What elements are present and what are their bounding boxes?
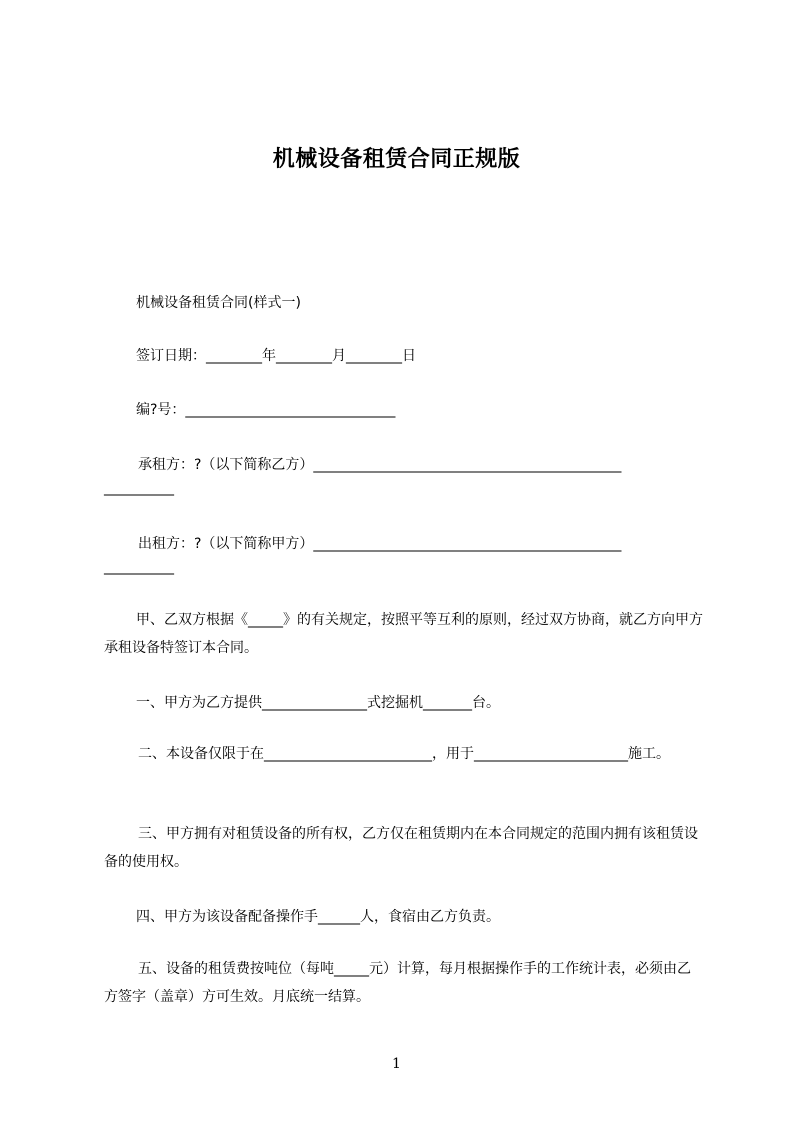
page-number: 1 <box>392 1056 401 1072</box>
lessee-line: 承租方：?（以下简称乙方）____________________________________________ <box>138 457 622 473</box>
contract-subtitle: 机械设备租赁合同(样式一) <box>136 295 301 311</box>
sign-date-line: 签订日期：________年________月________日 <box>136 348 416 364</box>
lessor-line: 出租方：?（以下简称甲方）____________________________________________ <box>138 536 622 552</box>
clause-1: 一、甲方为乙方提供_______________式挖掘机_______台。 <box>136 695 500 711</box>
preamble-paragraph: 甲、乙双方根据《_____》的有关规定，按照平等互利的原则，经过双方协商，就乙方向甲方承租设备特签订本合同。 <box>104 612 703 656</box>
clause-2: 二、本设备仅限于在________________________，用于______________________施工。 <box>138 746 670 762</box>
document-title: 机械设备租赁合同正规版 <box>272 147 521 172</box>
clause-5: 五、设备的租赁费按吨位（每吨_____元）计算，每月根据操作手的工作统计表，必须由乙方签字（盖章）方可生效。月底统一结算。 <box>104 961 691 1005</box>
clause-3: 三、甲方拥有对租赁设备的所有权，乙方仅在租赁期内在本合同规定的范围内拥有该租赁设备的使用权。 <box>104 826 698 870</box>
lessee-line-continuation: __________ <box>104 480 174 496</box>
clause-4: 四、甲方为该设备配备操作手______人，食宿由乙方负责。 <box>136 909 500 925</box>
lessor-line-continuation: __________ <box>104 559 174 575</box>
contract-number-line: 编?号：______________________________ <box>136 402 396 418</box>
